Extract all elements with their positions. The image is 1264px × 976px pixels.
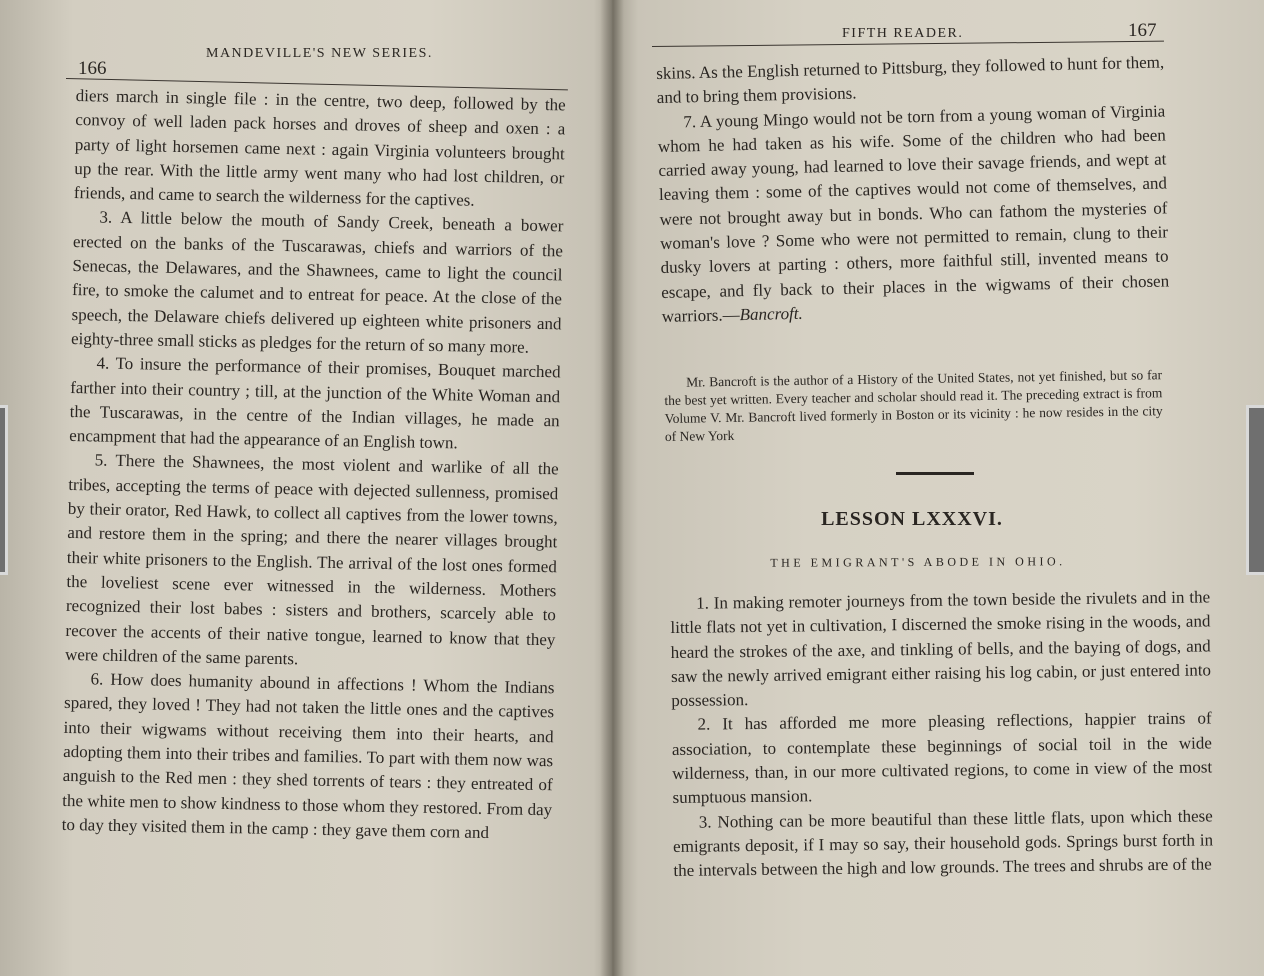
footnote-text: Mr. Bancroft is the author of a History of the United States, not yet finished, but so far the best yet written. Every teacher and scholar should read it. The preceding extract is from Volume V. Mr. Bancroft lived formerly in Boston or its vicinity : he now resides in the city of New York xyxy=(664,367,1163,444)
left-page-number: 166 xyxy=(78,58,107,79)
right-paragraph-2 xyxy=(657,99,1170,329)
lesson-title: LESSON LXXXVI. xyxy=(821,508,1003,530)
right-page-tab xyxy=(1246,405,1264,575)
lesson-body-text xyxy=(670,585,1214,883)
right-body-text xyxy=(656,50,1170,329)
left-paragraph-1: diers march in single file : in the centre, two deep, followed by the convoy of well laden pack horses and droves of sheep and oxen : a party of light horsemen came next : again Virginia volunteers brought up the rear. With the little army went many who had lost children, or friends, and came to search the wilderness for the captives. xyxy=(73,85,566,210)
right-page xyxy=(612,0,1264,976)
right-running-head: FIFTH READER. xyxy=(842,26,964,41)
left-paragraph-3: 4. To insure the performance of their promises, Bouquet marched farther into their country ; till, at the junction of the White Woman and the Tuscarawas, in the centre of the Indian villages, he made an encampment that had the appearance of an English town. xyxy=(69,353,561,453)
lesson-subtitle: THE EMIGRANT'S ABODE IN OHIO. xyxy=(770,554,1066,570)
left-paragraph-4: 5. There the Shawnees, the most violent and warlike of all the tribes, accepting the terms of peace with dejected sullenness, promised by their orator, Red Hawk, to collect all captives from the lower towns, and restore them in the spring; and there the nearer villages brought their white prisoners to the English. The arrival of the lost ones formed the loveliest scene ever witnessed in the wilderness. Mothers recognized their lost babes : sisters and brothers, scarcely able to recover the accents of their native tongue, learned to know that they were children of the same parents. xyxy=(64,450,559,669)
left-running-head: MANDEVILLE'S NEW SERIES. xyxy=(206,46,433,61)
lesson-paragraph-2: 2. It has afforded me more pleasing reflections, happier trains of association, to contemplate these beginnings of social toil in the wide wilderness, than, in our more cultivated regions, to come in view of the most sumptuous mansion. xyxy=(671,708,1213,808)
lesson-paragraph-3: 3. Nothing can be more beautiful than these little flats, upon which these emigrants deposit, if I may so say, their household gods. Springs burst forth in the intervals between the high and low grounds. The trees and shrubs are of the xyxy=(672,806,1214,881)
section-divider xyxy=(896,472,974,475)
left-paragraph-5: 6. How does humanity abound in affections ! Whom the Indians spared, they loved ! They had not taken the little ones and the captives into their wigwams without receiving them into their hearts, and adopting them into their tribes and families. To part with them now was anguish to the Red men : they shed torrents of tears : they entreated of the white men to show kindness to those whom they restored. From day to day they visited them in the camp : they gave them corn and xyxy=(61,669,555,842)
footnote xyxy=(664,366,1163,446)
right-page-number: 167 xyxy=(1128,20,1157,41)
left-page-tab xyxy=(0,405,8,575)
lesson-paragraph-1: 1. In making remoter journeys from the town beside the rivulets and in the little flats not yet in cultivation, I discerned the smoke rising in the woods, and heard the strokes of the axe, and tinkling of bells, and the baying of dogs, and saw the newly arrived emigrant either raising his log cabin, or just entered into possession. xyxy=(670,587,1212,711)
right-paragraph-1: skins. As the English returned to Pittsburg, they followed to hunt for them, and to bring them provisions. xyxy=(656,52,1165,108)
left-page xyxy=(0,0,612,976)
left-body-text xyxy=(62,84,566,846)
right-paragraph-2-text: 7. A young Mingo would not be torn from a young woman of Virginia whom he had taken as his wife. Some of the children who had been carried away young, had learned to love their savage friends, and wept at leaving them : some of the captives would not come of themselves, and were not brought away but in bonds. Who can fathom the mysteries of woman's love ? Some who were not permitted to remain, clung to their dusky lovers at parting : others, more faithful still, invented means to escape, and fly back to their places in the wigwams of their chosen warriors.— xyxy=(657,101,1170,326)
left-paragraph-2: 3. A little below the mouth of Sandy Creek, beneath a bower erected on the banks of the Tuscarawas, chiefs and warriors of the Senecas, the Delawares, and the Shawnees, came to light the council fire, to smoke the calumet and to entreat for peace. At the close of the speech, the Delaware chiefs delivered up eighteen white prisoners and eighty-three small sticks as pledges for the return of so many more. xyxy=(70,207,564,357)
attribution: Bancroft. xyxy=(739,303,803,325)
book-gutter xyxy=(600,0,624,976)
